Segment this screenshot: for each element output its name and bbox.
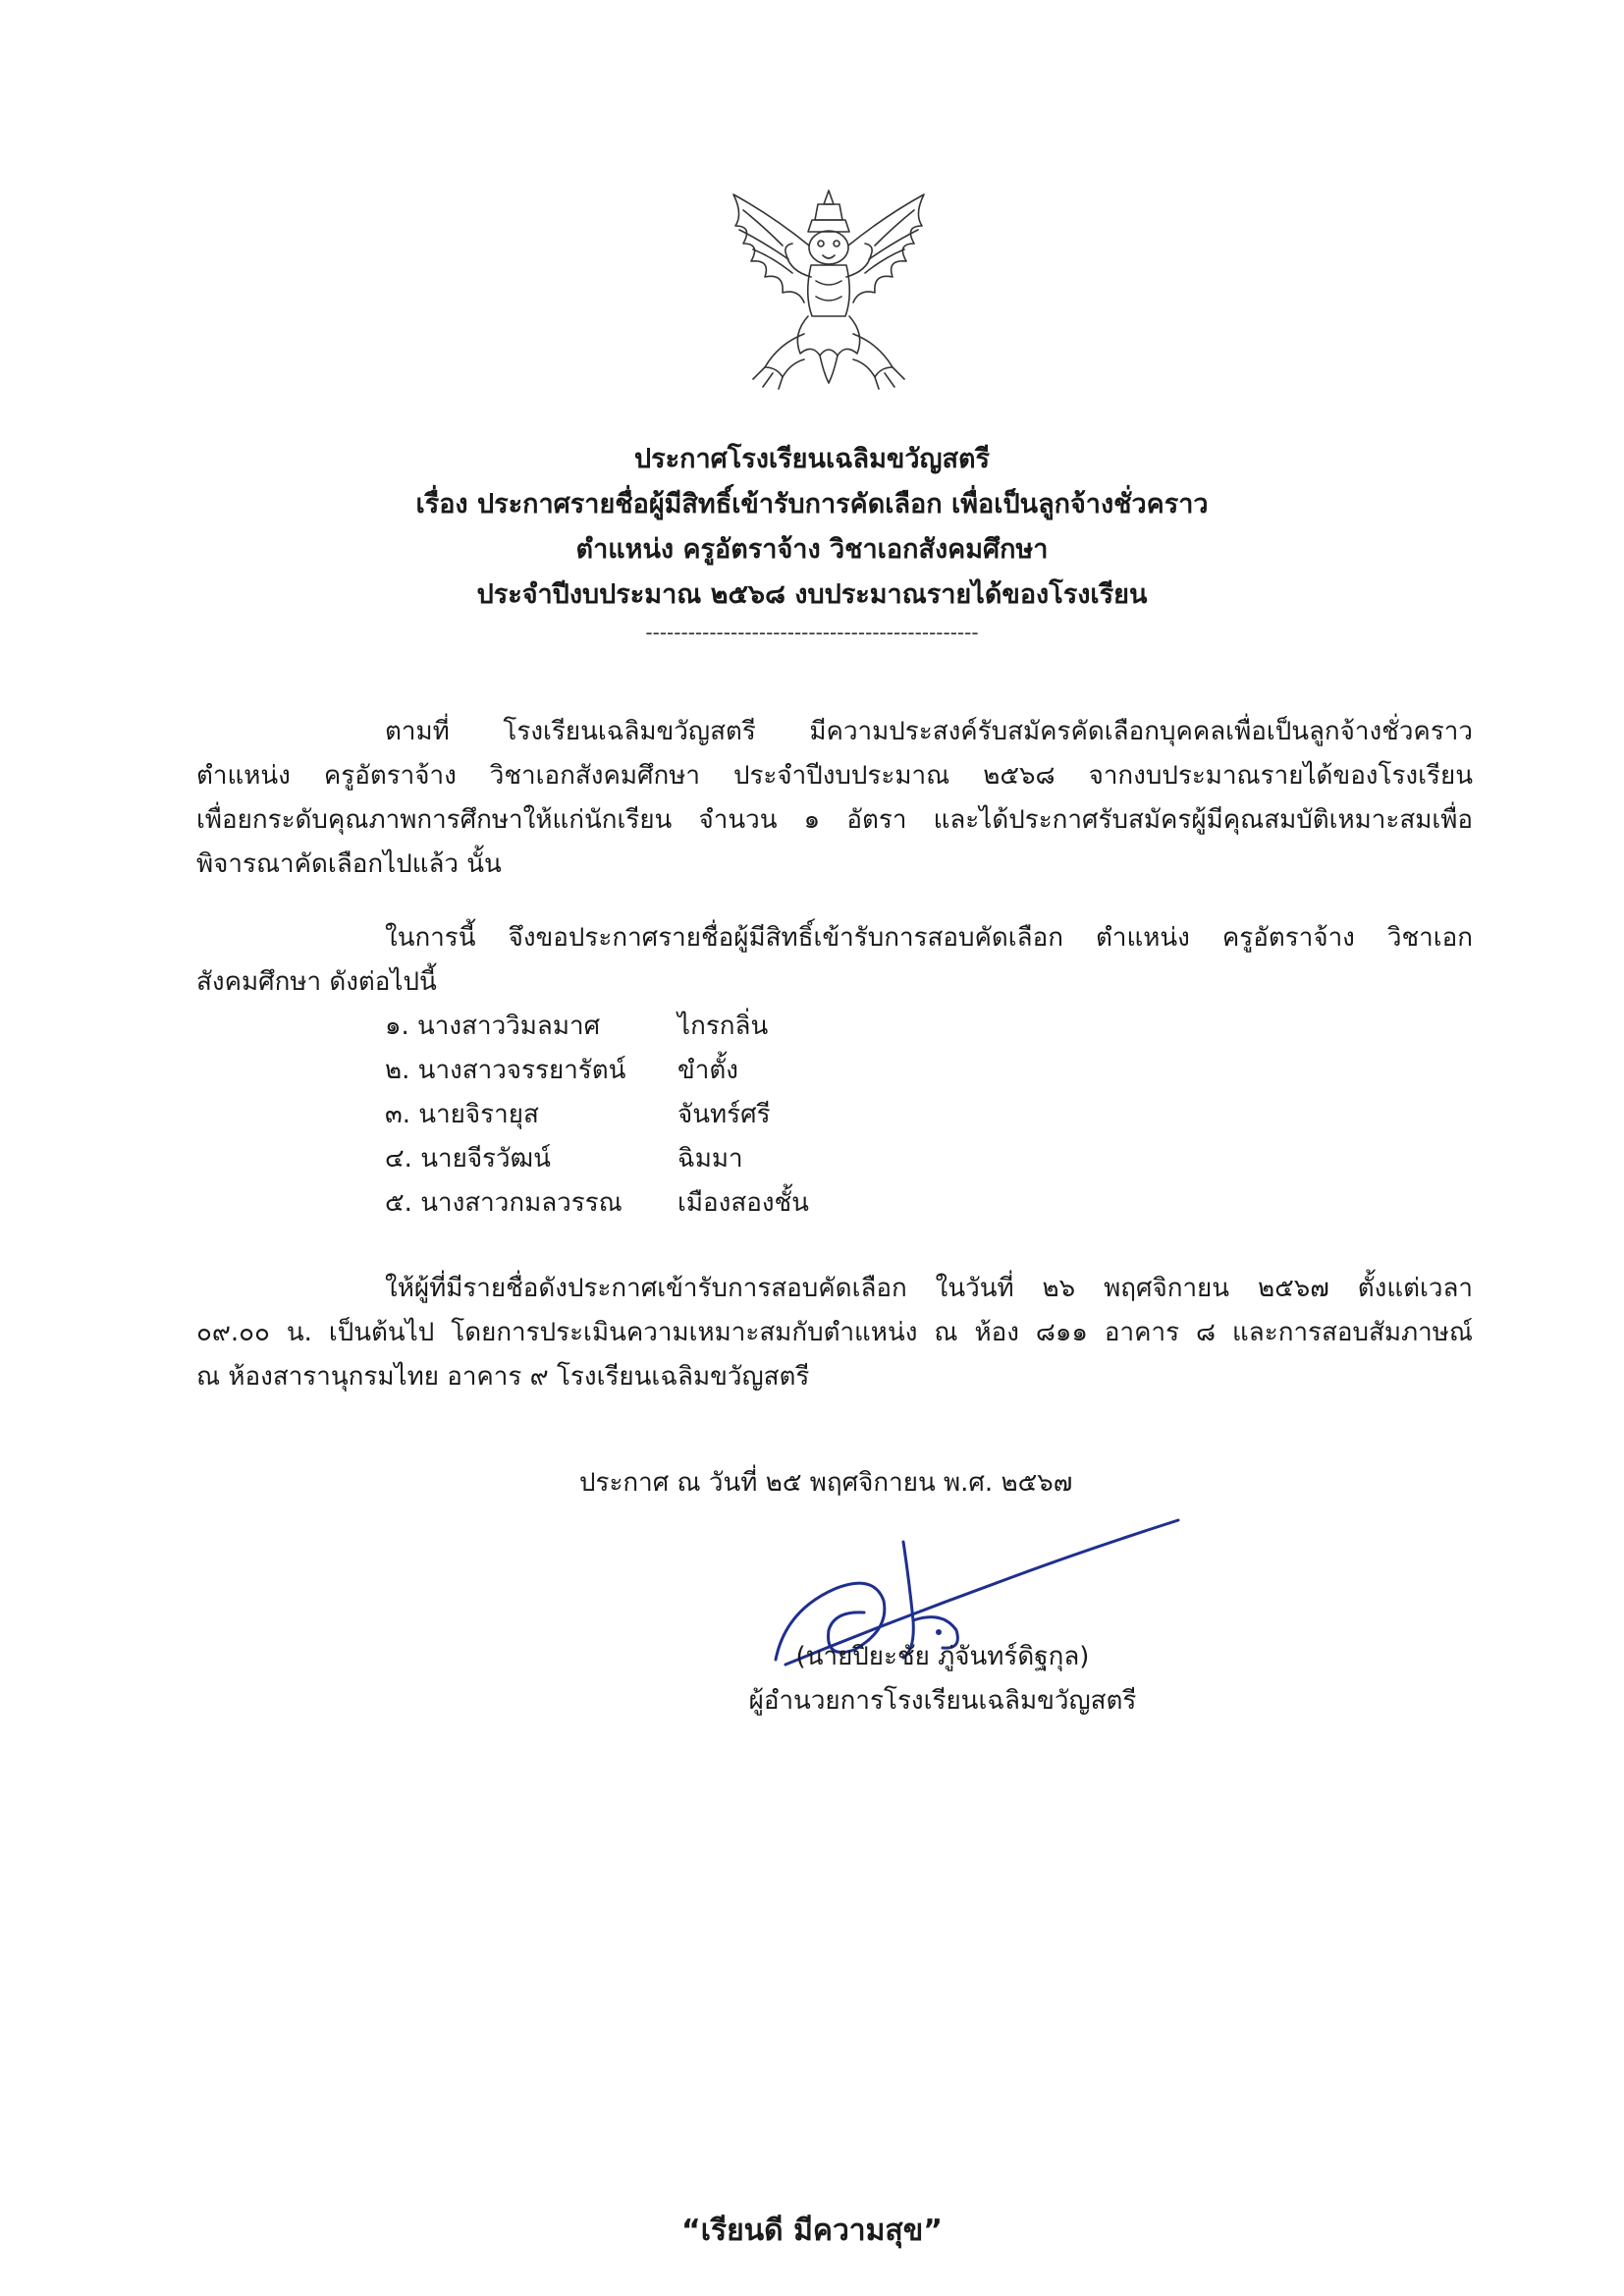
paragraph-3 [196, 1267, 1473, 1399]
list-item: ๔. นายจีรวัฒน์ ฉิมมา [385, 1144, 743, 1174]
paragraph-3-line: ณ ห้องสารานุกรมไทย อาคาร ๙ โรงเรียนเฉลิมขวัญสตรี [196, 1362, 810, 1392]
title-line-1: ประกาศโรงเรียนเฉลิมขวัญสตรี [633, 444, 991, 474]
paragraph-2 [196, 916, 1473, 1005]
title-line-3: ตำแหน่ง ครูอัตราจ้าง วิชาเอกสังคมศึกษา [575, 534, 1049, 565]
paragraph-3-line: ๐๙.๐๐ น. เป็นต้นไป โดยการประเมินความเหมาะสมกับตำแหน่ง ณ ห้อง ๘๑๑ อาคาร ๘ และการสอบสัมภาษณ์ [196, 1318, 1473, 1347]
school-slogan: “เรียนดี มีความสุข” [681, 2214, 943, 2248]
announcement-title [187, 437, 1437, 647]
title-line-4: ประจำปีงบประมาณ ๒๕๖๘ งบประมาณรายได้ของโรงเรียน [476, 579, 1148, 610]
paragraph-1-line: ตามที่ โรงเรียนเฉลิมขวัญสตรี มีความประสงค์รับสมัครคัดเลือกบุคคลเพื่อเป็นลูกจ้างชั่วคราว [385, 717, 1473, 746]
signer-position: ผู้อำนวยการโรงเรียนเฉลิมขวัญสตรี [748, 1686, 1137, 1716]
signer-block [727, 1635, 1159, 1723]
list-item: ๕. นางสาวกมลวรรณ เมืองสองชั้น [385, 1188, 809, 1218]
paragraph-1-line: ตำแหน่ง ครูอัตราจ้าง วิชาเอกสังคมศึกษา ประจำปีงบประมาณ ๒๕๖๘ จากงบประมาณรายได้ของโรงเรียน [196, 761, 1473, 791]
title-separator: ----------------------------------------------- [645, 621, 979, 644]
paragraph-3-line: ให้ผู้ที่มีรายชื่อดังประกาศเข้ารับการสอบคัดเลือก ในวันที่ ๒๖ พฤศจิกายน ๒๕๖๗ ตั้งแต่เวลา [385, 1274, 1473, 1303]
title-line-2: เรื่อง ประกาศรายชื่อผู้มีสิทธิ์เข้ารับการคัดเลือก เพื่อเป็นลูกจ้างชั่วคราว [415, 489, 1209, 519]
candidate-list [385, 1005, 809, 1226]
paragraph-1 [196, 710, 1473, 887]
announce-date: ประกาศ ณ วันที่ ๒๕ พฤศจิกายน พ.ศ. ๒๕๖๗ [579, 1468, 1073, 1498]
signer-name: (นายปิยะชัย ภู่จันทร์ดิฐกุล) [795, 1642, 1090, 1671]
garuda-emblem-icon [714, 187, 945, 393]
paragraph-1-line: พิจารณาคัดเลือกไปแล้ว นั้น [196, 849, 502, 879]
list-item: ๑. นางสาววิมลมาศ ไกรกลิ่น [385, 1011, 769, 1041]
paragraph-1-line: เพื่อยกระดับคุณภาพการศึกษาให้แก่นักเรียน จำนวน ๑ อัตรา และได้ประกาศรับสมัครผู้มีคุณสมบัติเหมาะสมเพื่อ [196, 805, 1473, 835]
list-item: ๓. นายจิรายุส จันทร์ศรี [385, 1100, 771, 1129]
list-item: ๒. นางสาวจรรยารัตน์ ขำตั้ง [385, 1056, 738, 1085]
paragraph-2-line: ในการนี้ จึงขอประกาศรายชื่อผู้มีสิทธิ์เข้ารับการสอบคัดเลือก ตำแหน่ง ครูอัตราจ้าง วิชาเอก [385, 923, 1473, 953]
paragraph-2-line: สังคมศึกษา ดังต่อไปนี้ [196, 967, 437, 997]
